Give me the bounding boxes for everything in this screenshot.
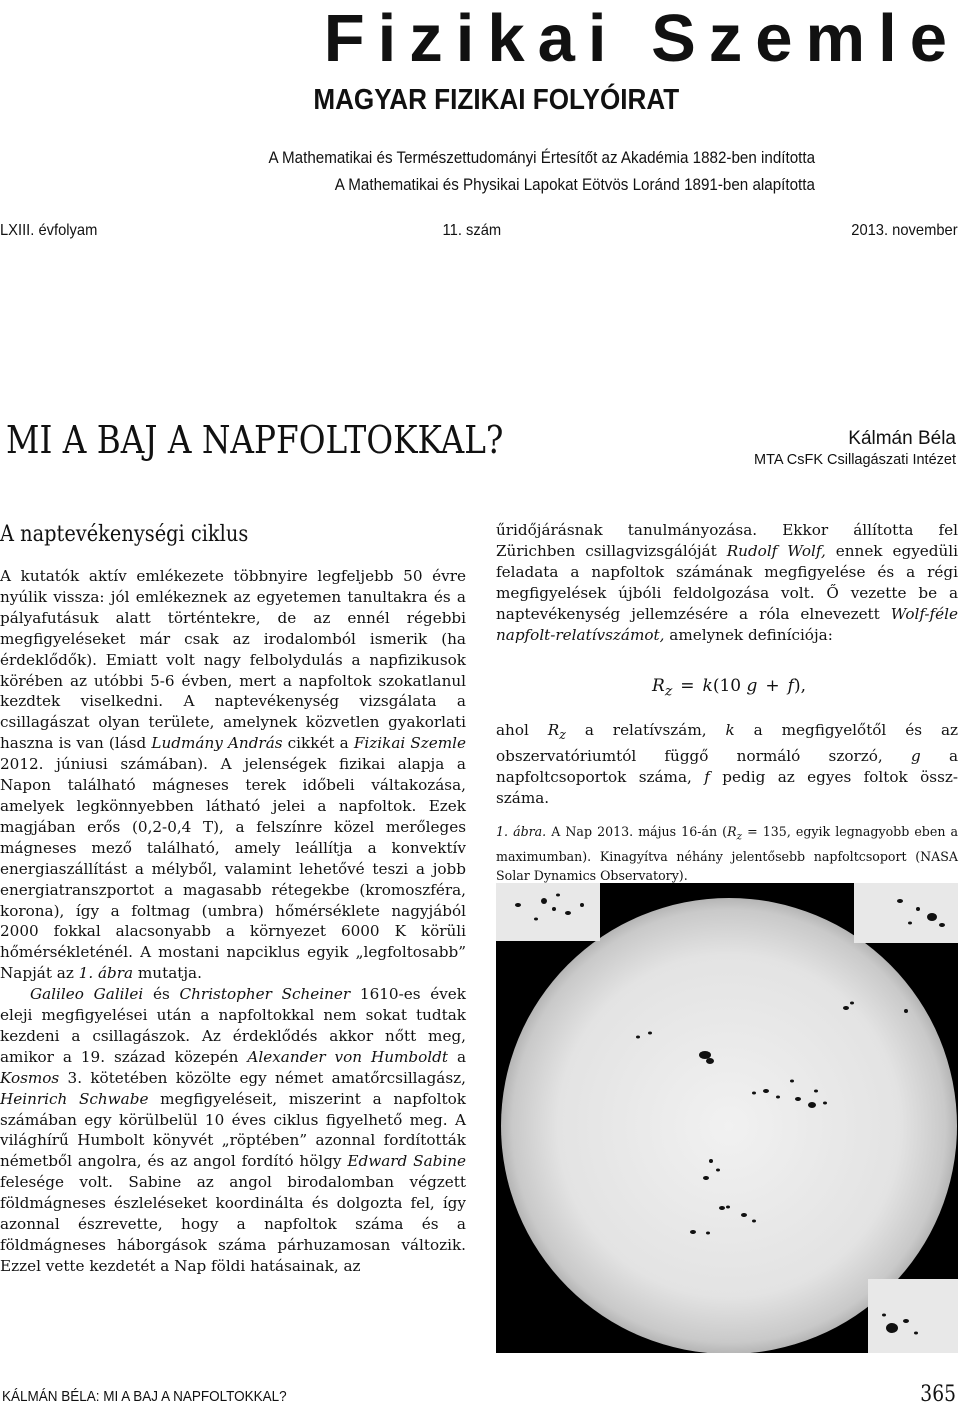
issue-number: 11. szám <box>442 222 502 239</box>
paragraph-2: Galileo Galilei és Christopher Scheiner 1610-es évek eleji megfigyelései után a napfoltokkal nem sokat tudtak kezdeni a csillagászok. Az érdeklődés akkor nőtt meg, amikor a 19. század közepén Alexander von Humboldt a Kosmos 3. kötetében közölte egy német amatőrcsillagász, Heinrich Schwabe megfigyeléseit, miszerint a napfoltok számában egy körülbelül 10 éves ciklus figyelhető meg. A világhírű Humbolt könyvét „röptében” azonnal fordították németből angolra, és az angol fordító hölgy Edward Sabine felesége volt. Sabine az angol birodalomban végzett földmágneses észleléseket koordinálta és dolgozta fel, így azonnal észrevette, hogy a napfoltok száma és a földmágneses háborgások száma párhuzamosan változik. Ezzel vette kezdetét a Nap földi hatásainak, az <box>0 985 466 1275</box>
journal-subtitle: MAGYAR FIZIKAI FOLYÓIRAT <box>313 84 679 116</box>
founding-line-1: A Mathematikai és Természettudományi Értesítőt az Akadémia 1882-ben indította <box>268 149 815 167</box>
figure-caption: 1. ábra. A Nap 2013. május 16-án ($R_z = 135$, egyik legnagyobb eben a maximumban). Kinagyítva néhány jelentősebb napfoltcsoport (NASA Solar Dynamics Observatory). <box>496 824 958 883</box>
paragraph-4: ahol $R_z$ a relatívszám, k a megfigyelőtől és az obszervatóriumtól függő normáló szorzó, g a napfoltcsoportok száma, f pedig az egyes foltok össz-száma. <box>496 721 959 807</box>
founding-line-2: A Mathematikai és Physikai Lapokat Eötvös Loránd 1891-ben alapította <box>334 176 815 194</box>
inset-bottom-right <box>868 1279 958 1353</box>
section-heading: A naptevékenységi ciklus <box>0 522 249 547</box>
issue-date: 2013. november <box>851 222 958 239</box>
author-affiliation: MTA CsFK Csillagászati Intézet <box>754 452 956 468</box>
paragraph-1: A kutatók aktív emlékezete többnyire legfeljebb 50 évre nyúlik vissza: jól emlékeznek az egyetemen tanultakra és a pályafutásuk alatt történtekre, de az ennél régebbi megfigyeléseket már csak az irodalomból ismerik (ha érdeklődők). Emiatt volt nagy felbolydulás a napfizikusok körében az utóbbi 5-6 évben, mert a napfoltok szokatlanul kezdtek viselkedni. A naptevékenység vizsgálata a csillagászat olyan területe, amelynek közvetlen gyakorlati haszna is van (lásd Ludmány András cikkét a Fizikai Szemle 2012. júniusi számában). A jelenségek fizikai alapja a Napon található mágneses terek időbeli váltakozása, amelyek legkönnyebben látható jelei a napfoltok. Ezek magjában erős (0,2-0,4 T), a felszínre közel merőleges mágneses mező található, amely leállítja a konvektív energiaszállítást a mélyből, valamint lehetővé teszi a jobb energiatranszportot a magasabb rétegekbe (kromoszféra, korona), így a foltmag (umbra) hőmérséklete nagyjából 2000 fokkal alacsonyabb a környezet 6000 K körüli hőmérsékleténél. A mostani napciklus egyik „legfoltosabb” Napját az 1. ábra mutatja. <box>0 567 466 983</box>
inset-top-left <box>496 883 600 941</box>
right-column-text <box>496 520 958 645</box>
page-number: 365 <box>920 1382 956 1407</box>
sun-photograph <box>496 883 958 1353</box>
left-column-text <box>0 566 466 1277</box>
right-column-text-2 <box>496 720 958 809</box>
wolf-number-formula: $R_z = k(10$ g + f), <box>652 676 806 700</box>
volume-label: LXIII. évfolyam <box>0 222 98 239</box>
running-head: KÁLMÁN BÉLA: MI A BAJ A NAPFOLTOKKAL? <box>2 1388 287 1405</box>
article-title: MI A BAJ A NAPFOLTOKKAL? <box>6 418 504 462</box>
inset-top-right <box>854 883 958 943</box>
author-name: Kálmán Béla <box>848 428 956 449</box>
paragraph-3: űridőjárásnak tanulmányozása. Ekkor állította fel Zürichben csillagvizsgálóját Rudolf Wolf, ennek egyedüli feladata a napfoltok számának megfigyelése és a régi megfigyelések újbóli feldolgozása volt. Ő vezette be a naptevékenység jellemzésére a róla elnevezett Wolf-féle napfolt-relatívszámot, amelynek definíciója: <box>496 521 958 644</box>
journal-masthead: Fizikai Szemle <box>323 1 960 76</box>
